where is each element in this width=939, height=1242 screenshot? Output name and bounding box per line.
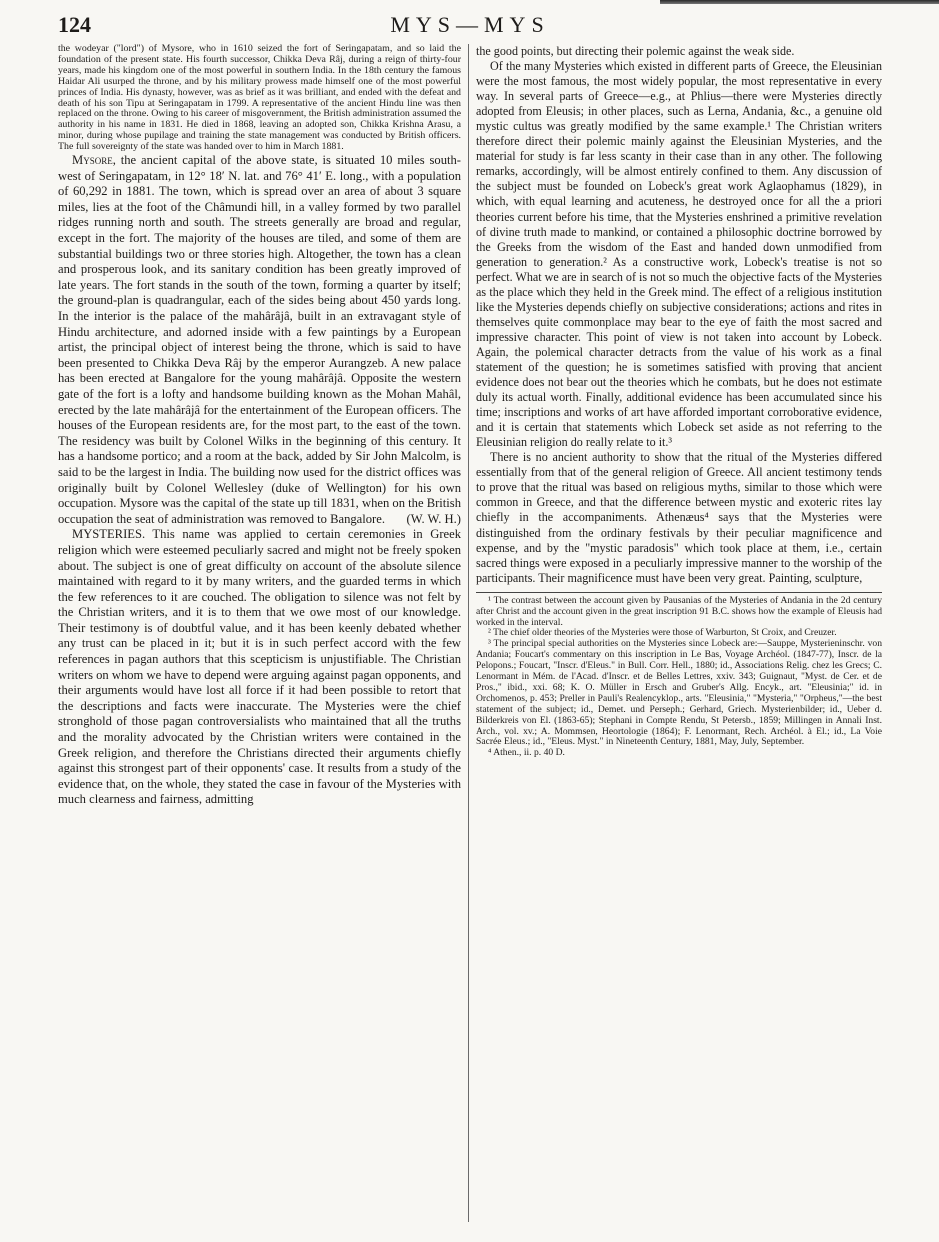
footnote-rule bbox=[476, 592, 882, 593]
left-column bbox=[58, 44, 461, 808]
footnote-2: ² The chief older theories of the Mysteries were those of Warburton, St Croix, and Creuzer. bbox=[488, 627, 837, 639]
scan-edge-shadow bbox=[660, 0, 939, 4]
mysore-text: , the ancient capital of the above state, is situated 10 miles south-west of Seringapatam, in 12° 18′ N. lat. and 76° 41′ E. long., with a population of 60,292 in 1881. The town, which is spread over an area of about 3 square miles, lies at the foot of the Châmundi hill, in a valley formed by two parallel ridges running north and south. The streets generally are broad and regular, except in the fort. The majority of the houses are tiled, and some of them are substantial buildings two or three stories high. Altogether, the town has a clean and prosperous look, and its sanitary condition has been greatly improved of late years. The fort stands in the south of the town, forming a quarter by itself; the ground-plan is quadrangular, each of the sides being about 450 yards long. In the interior is the palace of the mahârâjâ, built in an extravagant style of Hindu architecture, and adorned inside with a few paintings by a European artist, the principal object of interest being the throne, which is said to have been presented to Chikka Deva Râj by the emperor Aurangzeb. A new palace has been erected at Bangalore for the young mahârâjâ. Opposite the western gate of the fort is a lofty and handsome building known as the Mohan Mahâl, erected by the late mahârâjâ for the entertainment of the European officers. The houses of the European residents are, for the most part, to the east of the town. The residency was built by Colonel Wilks in the beginning of this century. It has a handsome portico; and a room at the back, added by Sir John Malcolm, is said to be the largest in India. The building now used for the district offices was originally built by Colonel Wellesley (duke of Wellington) for his own occupation. Mysore was the capital of the state up till 1831, when on the British occupation the seat of administration was removed to Bangalore. bbox=[58, 153, 461, 526]
paragraph-continuation: the good points, but directing their polemic against the weak side. bbox=[476, 44, 795, 58]
paragraph-wodeyar: the wodeyar ("lord") of Mysore, who in 1610 seized the fort of Seringapatam, and so laid the foundation of the present state. His fourth successor, Chikka Deva Râj, during a reign of thirty-four years, made his kingdom one of the most powerful in southern India. In the 18th century the famous Haidar Ali usurped the throne, and by his military prowess made himself one of the most powerful princes of India. His dynasty, however, was as brief as it was brilliant, and ended with the defeat and death of his son Tipu at Seringapatam in 1799. A representative of the ancient Hindu line was then replaced on the throne. Owing to his career of misgovernment, the British administration assumed the authority in his name in 1831. He died in 1868, leaving an adopted son, Chikka Krishna Arasu, a minor, during whose pupilage and training the state management was conducted by British officers. The full sovereignty of the state was handed over to him in March 1881. bbox=[58, 43, 461, 153]
paragraph-eleusinian: Of the many Mysteries which existed in different parts of Greece, the Eleusinian were the most famous, the most widely popular, the most representative in every way. In several parts of Greece—e.g., at Phlius—there were Mysteries directly adopted from Eleusis; in other places, such as Lerna, Andania, &c., a genuine old mystic cultus was greatly modified by the same example.¹ The Christian writers therefore direct their polemic mainly against the Eleusinian Mysteries, and the material for study is far less scanty in their case than in any other. The following remarks, accordingly, will be almost entirely confined to them. Any discussion of the subject must be founded on Lobeck's great work Aglaophamus (1829), in which, with equal learning and acuteness, he destroyed once for all the a priori theories current before his time, that the Mysteries enshrined a primitive revelation of divine truth made to mankind, or contained a philosophic doctrine borrowed by the Greeks from the wisdom of the East and handed down unmodified from generation to generation.² As a constructive work, Lobeck's treatise is not so perfect. What we are in search of is not so much the objective facts of the Mysteries as the place which they held in the Greek mind. The effect of a religious institution like the Mysteries depends chiefly on subjective considerations; actions and rites in themselves quite commonplace may bear to the eye of faith the most sacred and impressive character. This point of view is not taken into account by Lobeck. Again, the polemical character detracts from the value of his work as a final statement of the question; he is sometimes satisfied with proving that ancient evidence does not bear out the theories which he combats, but he does not estimate duly its actual worth. Finally, additional evidence has been accumulated since his time; inscriptions and works of art have afforded important corroborative evidence, and it is certain that statements which Lobeck set aside as not referring to the Eleusinian religion do really relate to it.³ bbox=[476, 59, 882, 450]
right-column bbox=[476, 44, 882, 759]
footnote-1: ¹ The contrast between the account given by Pausanias of the Mysteries of Andania in the 2d century after Christ and the account given in the great inscription 91 B.C. shows how the example of Eleusis had worked in the interval. bbox=[476, 594, 882, 628]
running-head: MYS—MYS bbox=[390, 12, 550, 37]
mysteries-text: This name was applied to certain ceremonies in Greek religion which were esteemed peculiarly sacred and might not be freely spoken about. The subject is one of great difficulty on account of the absolute silence maintained with regard to it by many writers, and the guarded terms in which the few references to it are couched. The obligation to silence was not felt by the Christian writers, and it is to them that we owe most of our knowledge. Their testimony is of doubtful value, and it has been keenly debated whether any trust can be placed in it; but it is in such perfect accord with the few references in pagan authors that this scepticism is unjustifiable. The Christian writers on whom we have to depend were arguing against pagan opponents, and their arguments would have lost all force if it had been possible to retort that the descriptions and facts were inaccurate. The Mysteries were the chief stronghold of those pagan controversialists who maintained that all the truths and the morality advocated by the Christian writers were contained in the Greek religion, and therefore the Christians directed their arguments chiefly against this strongest part of their opponents' case. It results from a study of the evidence that, on the whole, they stated the case in favour of the Mysteries with much clearness and fairness, admitting bbox=[58, 527, 462, 807]
footnote-4: ⁴ Athen., ii. p. 40 D. bbox=[488, 747, 565, 759]
entry-heading-mysteries: MYSTERIES. bbox=[72, 527, 146, 542]
page-number: 124 bbox=[58, 12, 91, 37]
paragraph-mysteries bbox=[58, 527, 461, 808]
paragraph-ritual: There is no ancient authority to show that the ritual of the Mysteries differed essentially from that of the general religion of Greece. All ancient testimony tends to prove that the ritual was based on religious myths, similar to those which were common in Greece, and that the difference between mystic and exoteric rites lay chiefly in the accompaniments. Athenæus⁴ says that the Mysteries were distinguished from the ordinary festivals by their peculiar magnificence and expense, and by the "mystic paradosis" which took place at them, i.e., certain sacred things were exposed in a peculiarly impressive manner to the worship of the participants. Their magnificence must have been very great. Painting, sculpture, bbox=[476, 450, 882, 585]
entry-heading-mysore: Mysore bbox=[72, 153, 113, 168]
author-signature: (W. W. H.) bbox=[406, 511, 461, 526]
column-divider bbox=[468, 44, 469, 1222]
footnote-3: ³ The principal special authorities on the Mysteries since Lobeck are:—Sauppe, Mysterieninschr. von Andania; Foucart's commentary on this inscription in Le Bas, Voyage Archéol. (1847-77), Inscr. de la Pelopons.; Foucart, "Inscr. d'Eleus." in Bull. Corr. Hell., 1880; id., Associations Relig. chez les Grecs; C. Lenormant in Mém. de l'Acad. d'Inscr. et de Belles Lettres, xxiv. 343; Guignaut, "Myst. de Cer. et de Pros.," ibid., xxi. 68; K. O. Müller in Ersch and Gruber's Allg. Encyk., art. "Eleusinia;" id. in Orchomenos, p. 453; Preller in Pauli's Realencyklop., arts. "Eleusinia," "Mysteria," "Orpheus,"—the best statement of the subject; id., Demet. und Perseph.; Gerhard, Griech. Mysterienbilder; id., Ueber d. Bilderkreis von El. (1863-65); Stephani in Compte Rendu, St Petersb., 1859; Millingen in Annali Inst. Arch., vol. xv.; A. Mommsen, Heortologie (1864); F. Lenormant, Rech. Archéol. à El.; id., La Voie Sacrée Eleus.; id., "Eleus. Myst." in Nineteenth Century, 1881, May, July, September. bbox=[476, 638, 882, 748]
paragraph-mysore-town bbox=[58, 153, 461, 527]
page-header bbox=[58, 12, 882, 42]
